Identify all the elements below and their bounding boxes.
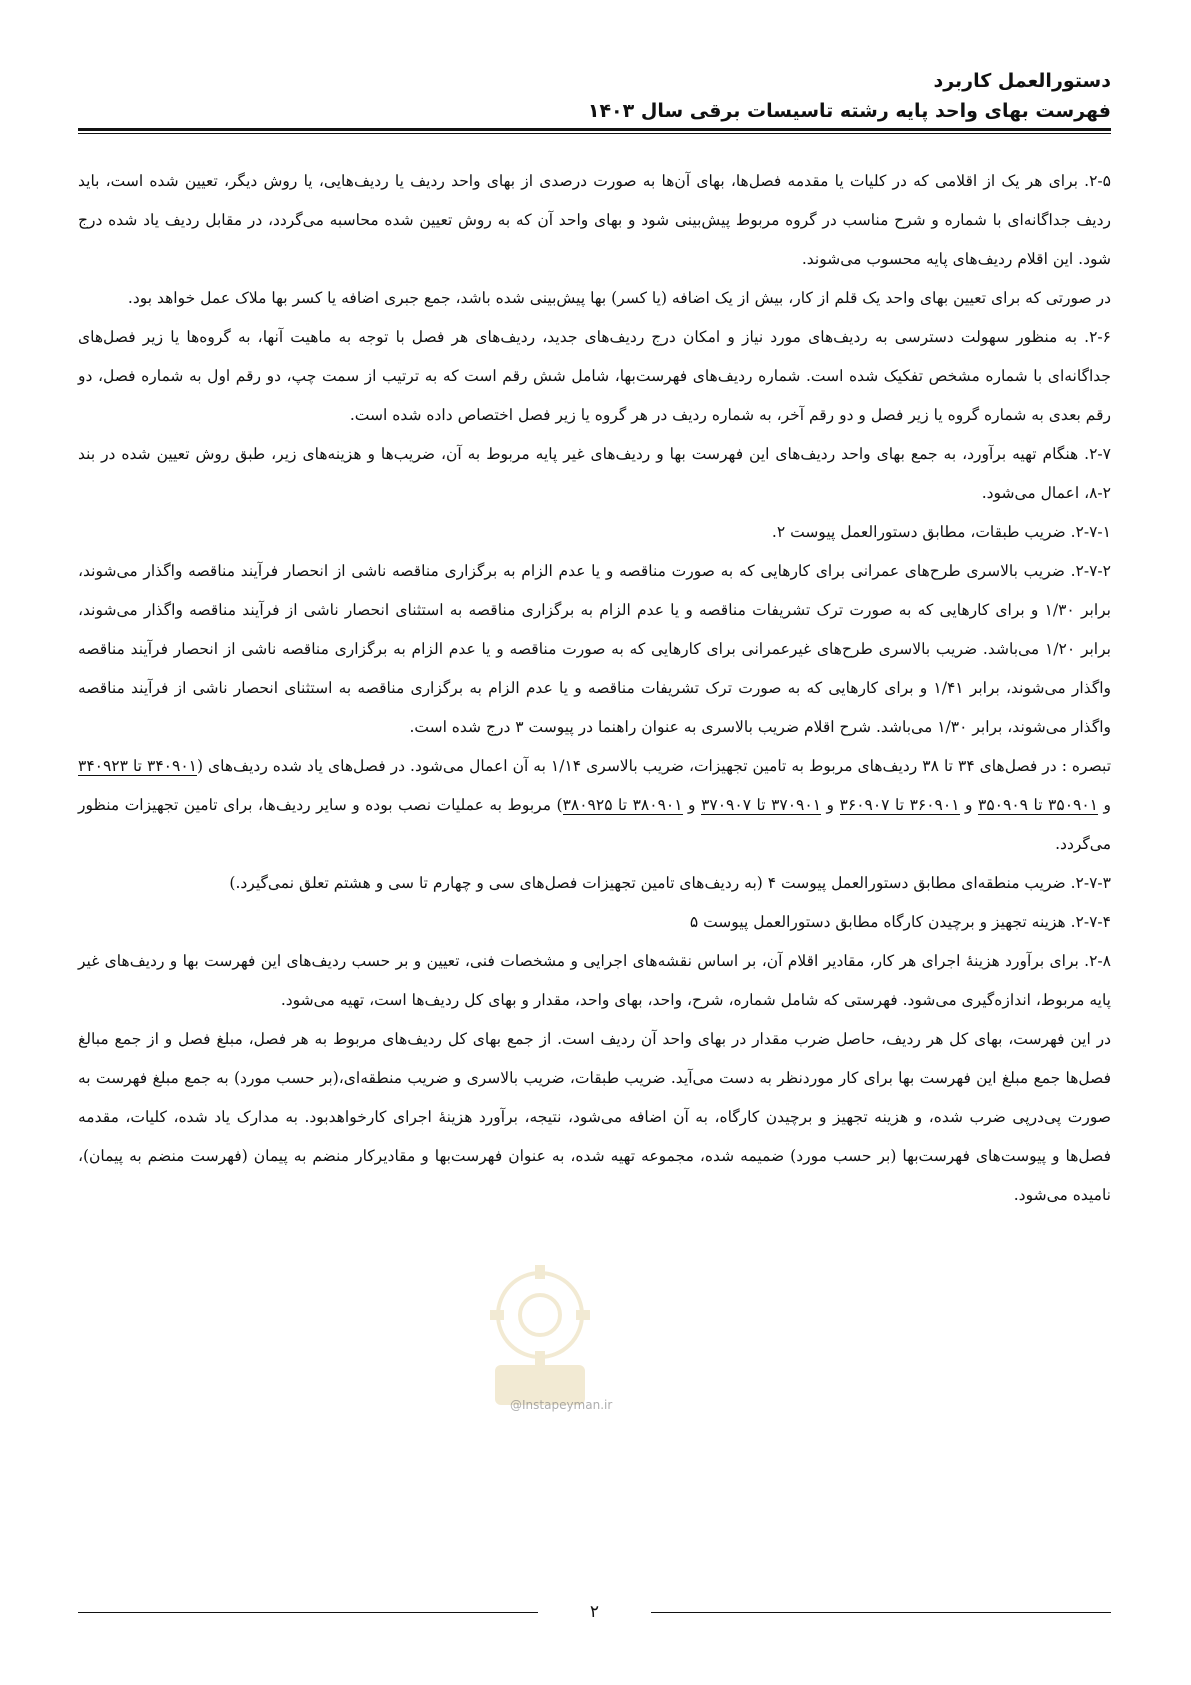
paragraph-2-7: ۲-۷. هنگام تهیه برآورد، به جمع بهای واحد ردیف‌های این فهرست بها و ردیف‌های غیر پایه مربوط به آن، ضریب‌ها و هزینه‌های زیر، طبق روش تعیین شده در بند ۲-۸، اعمال می‌شود. <box>78 445 1111 502</box>
note-range-37: ۳۷۰۹۰۱ تا ۳۷۰۹۰۷ <box>701 796 822 814</box>
paragraph-note <box>78 747 1111 864</box>
paragraph-2-6: ۲-۶. به منظور سهولت دسترسی به ردیف‌های مورد نیاز و امکان درج ردیف‌های جدید، ردیف‌های هر فصل با توجه به ماهیت آنها، به گروه‌ها یا زیر فصل‌های جداگانه‌ای با شماره مشخص تفکیک شده است. شماره ردیف‌های فهرست‌بها، شامل شش رقم است که به ترتیب از سمت چپ، دو رقم اول به شماره فصل، دو رقم بعدی به شماره گروه یا زیر فصل و دو رقم آخر، به شماره ردیف در هر گروه یا زیر فصل اختصاص داده شده است. <box>78 328 1111 424</box>
note-range-34: ۳۴۰۹۰۱ تا ۳۴۰۹۲۳ <box>78 757 197 775</box>
note-range-35: ۳۵۰۹۰۱ تا ۳۵۰۹۰۹ <box>978 796 1098 814</box>
paragraph-2-5-note: در صورتی که برای تعیین بهای واحد یک قلم از کار، بیش از یک اضافه (یا کسر) بها پیش‌بینی شده باشد، جمع جبری اضافه یا کسر بها ملاک عمل خواهد بود. <box>127 289 1111 307</box>
paragraph-2-7-4: ۲-۷-۴. هزینه تجهیز و برچیدن کارگاه مطابق دستورالعمل پیوست ۵ <box>689 913 1111 931</box>
watermark-text: @Instapeyman.ir <box>510 1398 613 1412</box>
page-header <box>81 66 1111 126</box>
page-footer <box>78 1597 1111 1627</box>
paragraph-2-8-detail: در این فهرست، بهای کل هر ردیف، حاصل ضرب مقدار در بهای واحد آن ردیف است. از جمع بهای کل ردیف‌های مربوط به هر فصل، مبلغ فصل و از جمع مبالغ فصل‌ها جمع مبلغ این فهرست بها برای کار موردنظر به دست می‌آید. ضریب طبقات، ضریب بالاسری و ضریب منطقه‌ای،(بر حسب مورد) به جمع مبلغ فهرست به صورت پی‌درپی ضرب شده، و هزینه تجهیز و برچیدن کارگاه، به آن اضافه می‌شود، نتیجه، برآورد هزینهٔ اجرای کارخواهدبود. به مدارک یاد شده، کلیات، مقدمه فصل‌ها و پیوست‌های فهرست‌بها (بر حسب مورد) ضمیمه شده، مجموعه تهیه شده، به عنوان فهرست‌بها و مقادیرکار منضم به پیمان (فهرست منضم به پیمان)، نامیده می‌شود. <box>78 1030 1111 1204</box>
header-subtitle: فهرست بهای واحد پایه رشته تاسیسات برقی سال ۱۴۰۳ <box>587 100 1111 122</box>
note-text-2: ) مربوط به عملیات نصب بوده و سایر ردیف‌ها، برای تامین تجهیزات منظور می‌گردد. <box>78 796 1111 853</box>
paragraph-2-7-2: ۲-۷-۲. ضریب بالاسری طرح‌های عمرانی برای کارهایی که به صورت مناقصه و یا عدم الزام به برگزاری مناقصه ناشی از انحصار فرآیند مناقصه واگذار می‌شوند، برابر ۱/۳۰ و برای کارهایی که به صورت ترک تشریفات مناقصه و یا عدم الزام به برگزاری مناقصه به استثنای انحصار ناشی از فرآیند مناقصه واگذار می‌شوند، برابر ۱/۲۰ می‌باشد. ضریب بالاسری طرح‌های غیرعمرانی برای کارهایی که به صورت مناقصه و یا عدم الزام به برگزاری مناقصه ناشی از انحصار فرآیند مناقصه واگذار می‌شوند، برابر ۱/۴۱ و برای کارهایی که به صورت ترک تشریفات مناقصه و یا عدم الزام به برگزاری مناقصه به استثنای انحصار ناشی از فرآیند مناقصه واگذار می‌شوند، برابر ۱/۳۰ می‌باشد. شرح اقلام ضریب بالاسری به عنوان راهنما در پیوست ۳ درج شده است. <box>78 562 1111 736</box>
note-and-4: و <box>682 796 702 814</box>
note-range-38: ۳۸۰۹۰۱ تا ۳۸۰۹۲۵ <box>562 796 683 814</box>
paragraph-2-7-1: ۲-۷-۱. ضریب طبقات، مطابق دستورالعمل پیوست ۲. <box>771 523 1111 541</box>
note-and-3: و <box>821 796 840 814</box>
note-range-36: ۳۶۰۹۰۱ تا ۳۶۰۹۰۷ <box>839 796 960 814</box>
page-number: ۲ <box>589 1602 600 1622</box>
paragraph-2-8: ۲-۸. برای برآورد هزینهٔ اجرای هر کار، مقادیر اقلام آن، بر اساس نقشه‌های اجرایی و مشخصات فنی، تعیین و بر حسب ردیف‌های این فهرست بها و ردیف‌های غیر پایه مربوط، اندازه‌گیری می‌شود. فهرستی که شامل شماره، شرح، واحد، بهای واحد، مقدار و بهای کل ردیف‌ها است، تهیه می‌شود. <box>78 952 1111 1009</box>
paragraph-2-5: ۲-۵. برای هر یک از اقلامی که در کلیات یا مقدمه فصل‌ها، بهای آن‌ها به صورت درصدی از بهای واحد ردیف یا ردیف‌هایی، یا روش دیگر، تعیین شده است، باید ردیف جداگانه‌ای با شماره و شرح مناسب در گروه مربوط پیش‌بینی شود و بهای واحد آن که به روش تعیین شده محاسبه می‌گردد، در مقابل ردیف یاد شده درج شود. این اقلام ردیف‌های پایه محسوب می‌شوند. <box>78 172 1111 268</box>
header-rule-thick <box>78 128 1111 131</box>
watermark-logo-icon <box>475 1255 605 1415</box>
note-text-1: تبصره : در فصل‌های ۳۴ تا ۳۸ ردیف‌های مربوط به تامین تجهیزات، ضریب بالاسری ۱/۱۴ به آن اعمال می‌شود. در فصل‌های یاد شده ردیف‌های ( <box>196 757 1112 775</box>
note-and-1: و <box>1098 796 1111 814</box>
paragraph-2-7-3: ۲-۷-۳. ضریب منطقه‌ای مطابق دستورالعمل پیوست ۴ (به ردیف‌های تامین تجهیزات فصل‌های سی و چهارم تا سی و هشتم تعلق نمی‌گیرد.) <box>229 874 1111 892</box>
document-body <box>78 162 1111 1215</box>
header-rule-thin <box>78 133 1111 134</box>
header-title: دستورالعمل کاربرد <box>933 70 1111 92</box>
footer-rule-right <box>651 1612 1111 1613</box>
note-and-2: و <box>959 796 979 814</box>
